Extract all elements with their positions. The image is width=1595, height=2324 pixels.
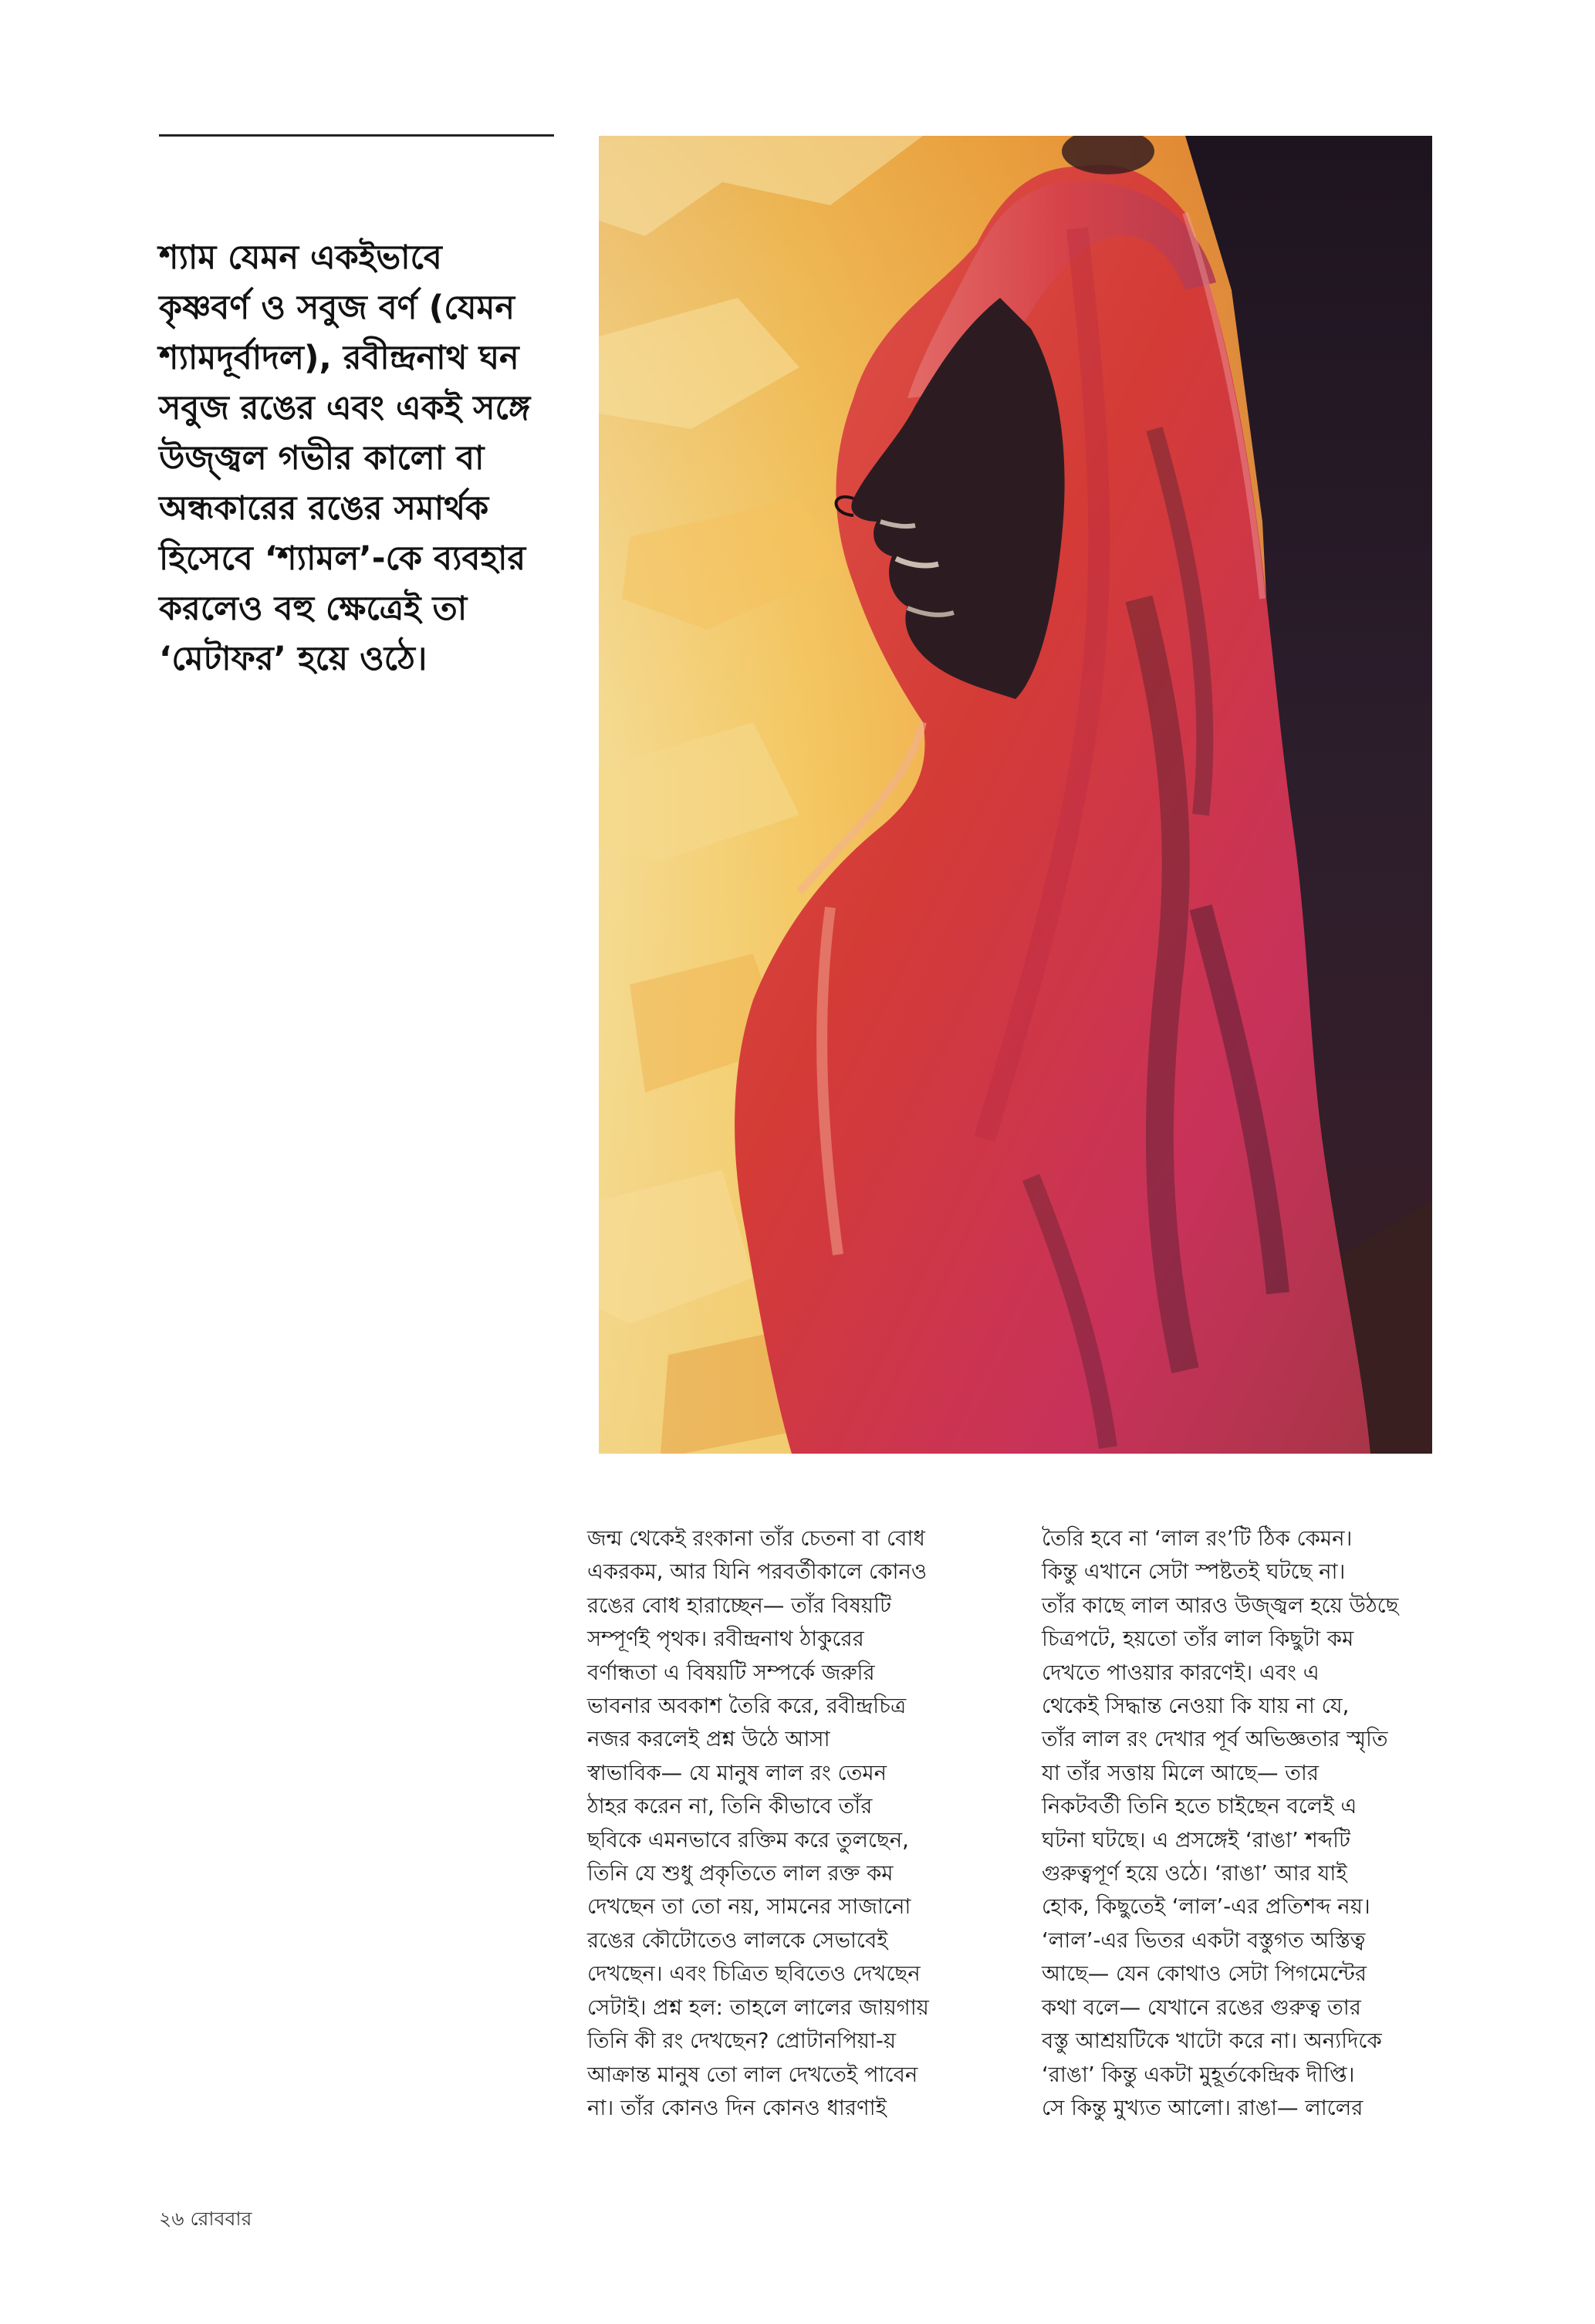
body-line: বর্ণান্ধতা এ বিষয়টি সম্পর্কে জরুরি [587,1660,875,1685]
body-line: আছে— যেন কোথাও সেটা পিগমেন্টের [1042,1961,1367,1987]
body-line: দেখছেন তা তো নয়, সামনের সাজানো [587,1894,911,1920]
body-line: তাঁর কাছে লাল আরও উজ্জ্বল হয়ে উঠছে [1042,1593,1399,1618]
body-column-right [1042,1522,1482,2125]
pull-quote-line: করলেও বহু ক্ষেত্রেই তা [159,589,468,628]
body-line: ভাবনার অবকাশ তৈরি করে, রবীন্দ্রচিত্র [587,1694,907,1719]
body-line: জন্ম থেকেই রংকানা তাঁর চেতনা বা বোধ [587,1526,925,1551]
body-line: ঘটনা ঘটছে। এ প্রসঙ্গেই ‘রাঙা’ শব্দটি [1042,1827,1350,1853]
body-line: গুরুত্বপূর্ণ হয়ে ওঠে। ‘রাঙা’ আর যাই [1042,1861,1347,1887]
pull-quote-line: শ্যাম যেমন একইভাবে [159,238,442,277]
body-line: তাঁর লাল রং দেখার পূর্ব অভিজ্ঞতার স্মৃতি [1042,1727,1388,1752]
body-line: তিনি কী রং দেখছেন? প্রোটানপিয়া-য় [587,2028,897,2054]
body-line: থেকেই সিদ্ধান্ত নেওয়া কি যায় না যে, [1042,1694,1350,1719]
painting-red-hooded-figure-icon [599,136,1432,1454]
body-line: দেখছেন। এবং চিত্রিত ছবিতেও দেখছেন [587,1961,921,1987]
body-line: নিকটবর্তী তিনি হতে চাইছেন বলেই এ [1042,1794,1357,1819]
body-line: একরকম, আর যিনি পরবর্তীকালে কোনও [587,1559,928,1585]
body-line: বস্তু আশ্রয়টিকে খাটো করে না। অন্যদিকে [1042,2028,1382,2054]
pull-quote-line: উজ্জ্বল গভীর কালো বা [159,439,485,478]
body-line: তৈরি হবে না ‘লাল রং’টি ঠিক কেমন। [1042,1526,1353,1551]
painting-image [599,136,1432,1454]
body-line: রঙের কৌটোতেও লালকে সেভাবেই [587,1927,888,1953]
body-line: হোক, কিছুতেই ‘লাল’-এর প্রতিশব্দ নয়। [1042,1894,1370,1920]
page-folio: ২৬ রোববার [159,2207,252,2230]
body-line: ‘রাঙা’ কিন্তু একটা মুহূর্তকেন্দ্রিক দীপ্তি। [1042,2062,1355,2087]
body-line: ঠাহর করেন না, তিনি কীভাবে তাঁর [587,1794,873,1819]
pull-quote-line: অন্ধকারের রঙের সমার্থক [159,489,489,528]
body-line: স্বাভাবিক— যে মানুষ লাল রং তেমন [587,1760,887,1785]
body-line: যা তাঁর সত্তায় মিলে আছে— তার [1042,1760,1319,1785]
body-column-left [587,1522,1027,2125]
body-line: কিন্তু এখানে সেটা স্পষ্টতই ঘটছে না। [1042,1559,1346,1585]
body-line: দেখতে পাওয়ার কারণেই। এবং এ [1042,1660,1320,1685]
body-line: ‘লাল’-এর ভিতর একটা বস্তুগত অস্তিত্ব [1042,1927,1366,1953]
body-line: ছবিকে এমনভাবে রক্তিম করে তুলছেন, [587,1827,909,1853]
pull-quote-line: সবুজ রঙের এবং একই সঙ্গে [159,389,531,427]
pull-quote-line: ‘মেটাফর’ হয়ে ওঠে। [159,640,427,678]
body-line: সে কিন্তু মুখ্যত আলো। রাঙা— লালের [1042,2095,1364,2120]
pull-quote-line: শ্যামদূর্বাদল), রবীন্দ্রনাথ ঘন [159,339,519,377]
pull-quote [159,233,576,684]
body-line: চিত্রপটে, হয়তো তাঁর লাল কিছুটা কম [1042,1626,1354,1652]
body-line: আক্রান্ত মানুষ তো লাল দেখতেই পাবেন [587,2062,918,2087]
body-line: সম্পূর্ণই পৃথক। রবীন্দ্রনাথ ঠাকুরের [587,1626,864,1652]
body-line: কথা বলে— যেখানে রঙের গুরুত্ব তার [1042,1995,1361,2020]
body-line: না। তাঁর কোনও দিন কোনও ধারণাই [587,2095,887,2120]
top-rule [159,134,554,137]
pull-quote-line: কৃষ্ণবর্ণ ও সবুজ বর্ণ (যেমন [159,289,515,327]
body-line: রঙের বোধ হারাচ্ছেন— তাঁর বিষয়টি [587,1593,891,1618]
body-line: নজর করলেই প্রশ্ন উঠে আসা [587,1727,830,1752]
body-line: সেটাই। প্রশ্ন হল: তাহলে লালের জায়গায় [587,1995,929,2020]
body-line: তিনি যে শুধু প্রকৃতিতে লাল রক্ত কম [587,1861,894,1887]
pull-quote-line: হিসেবে ‘শ্যামল’-কে ব্যবহার [159,539,526,578]
